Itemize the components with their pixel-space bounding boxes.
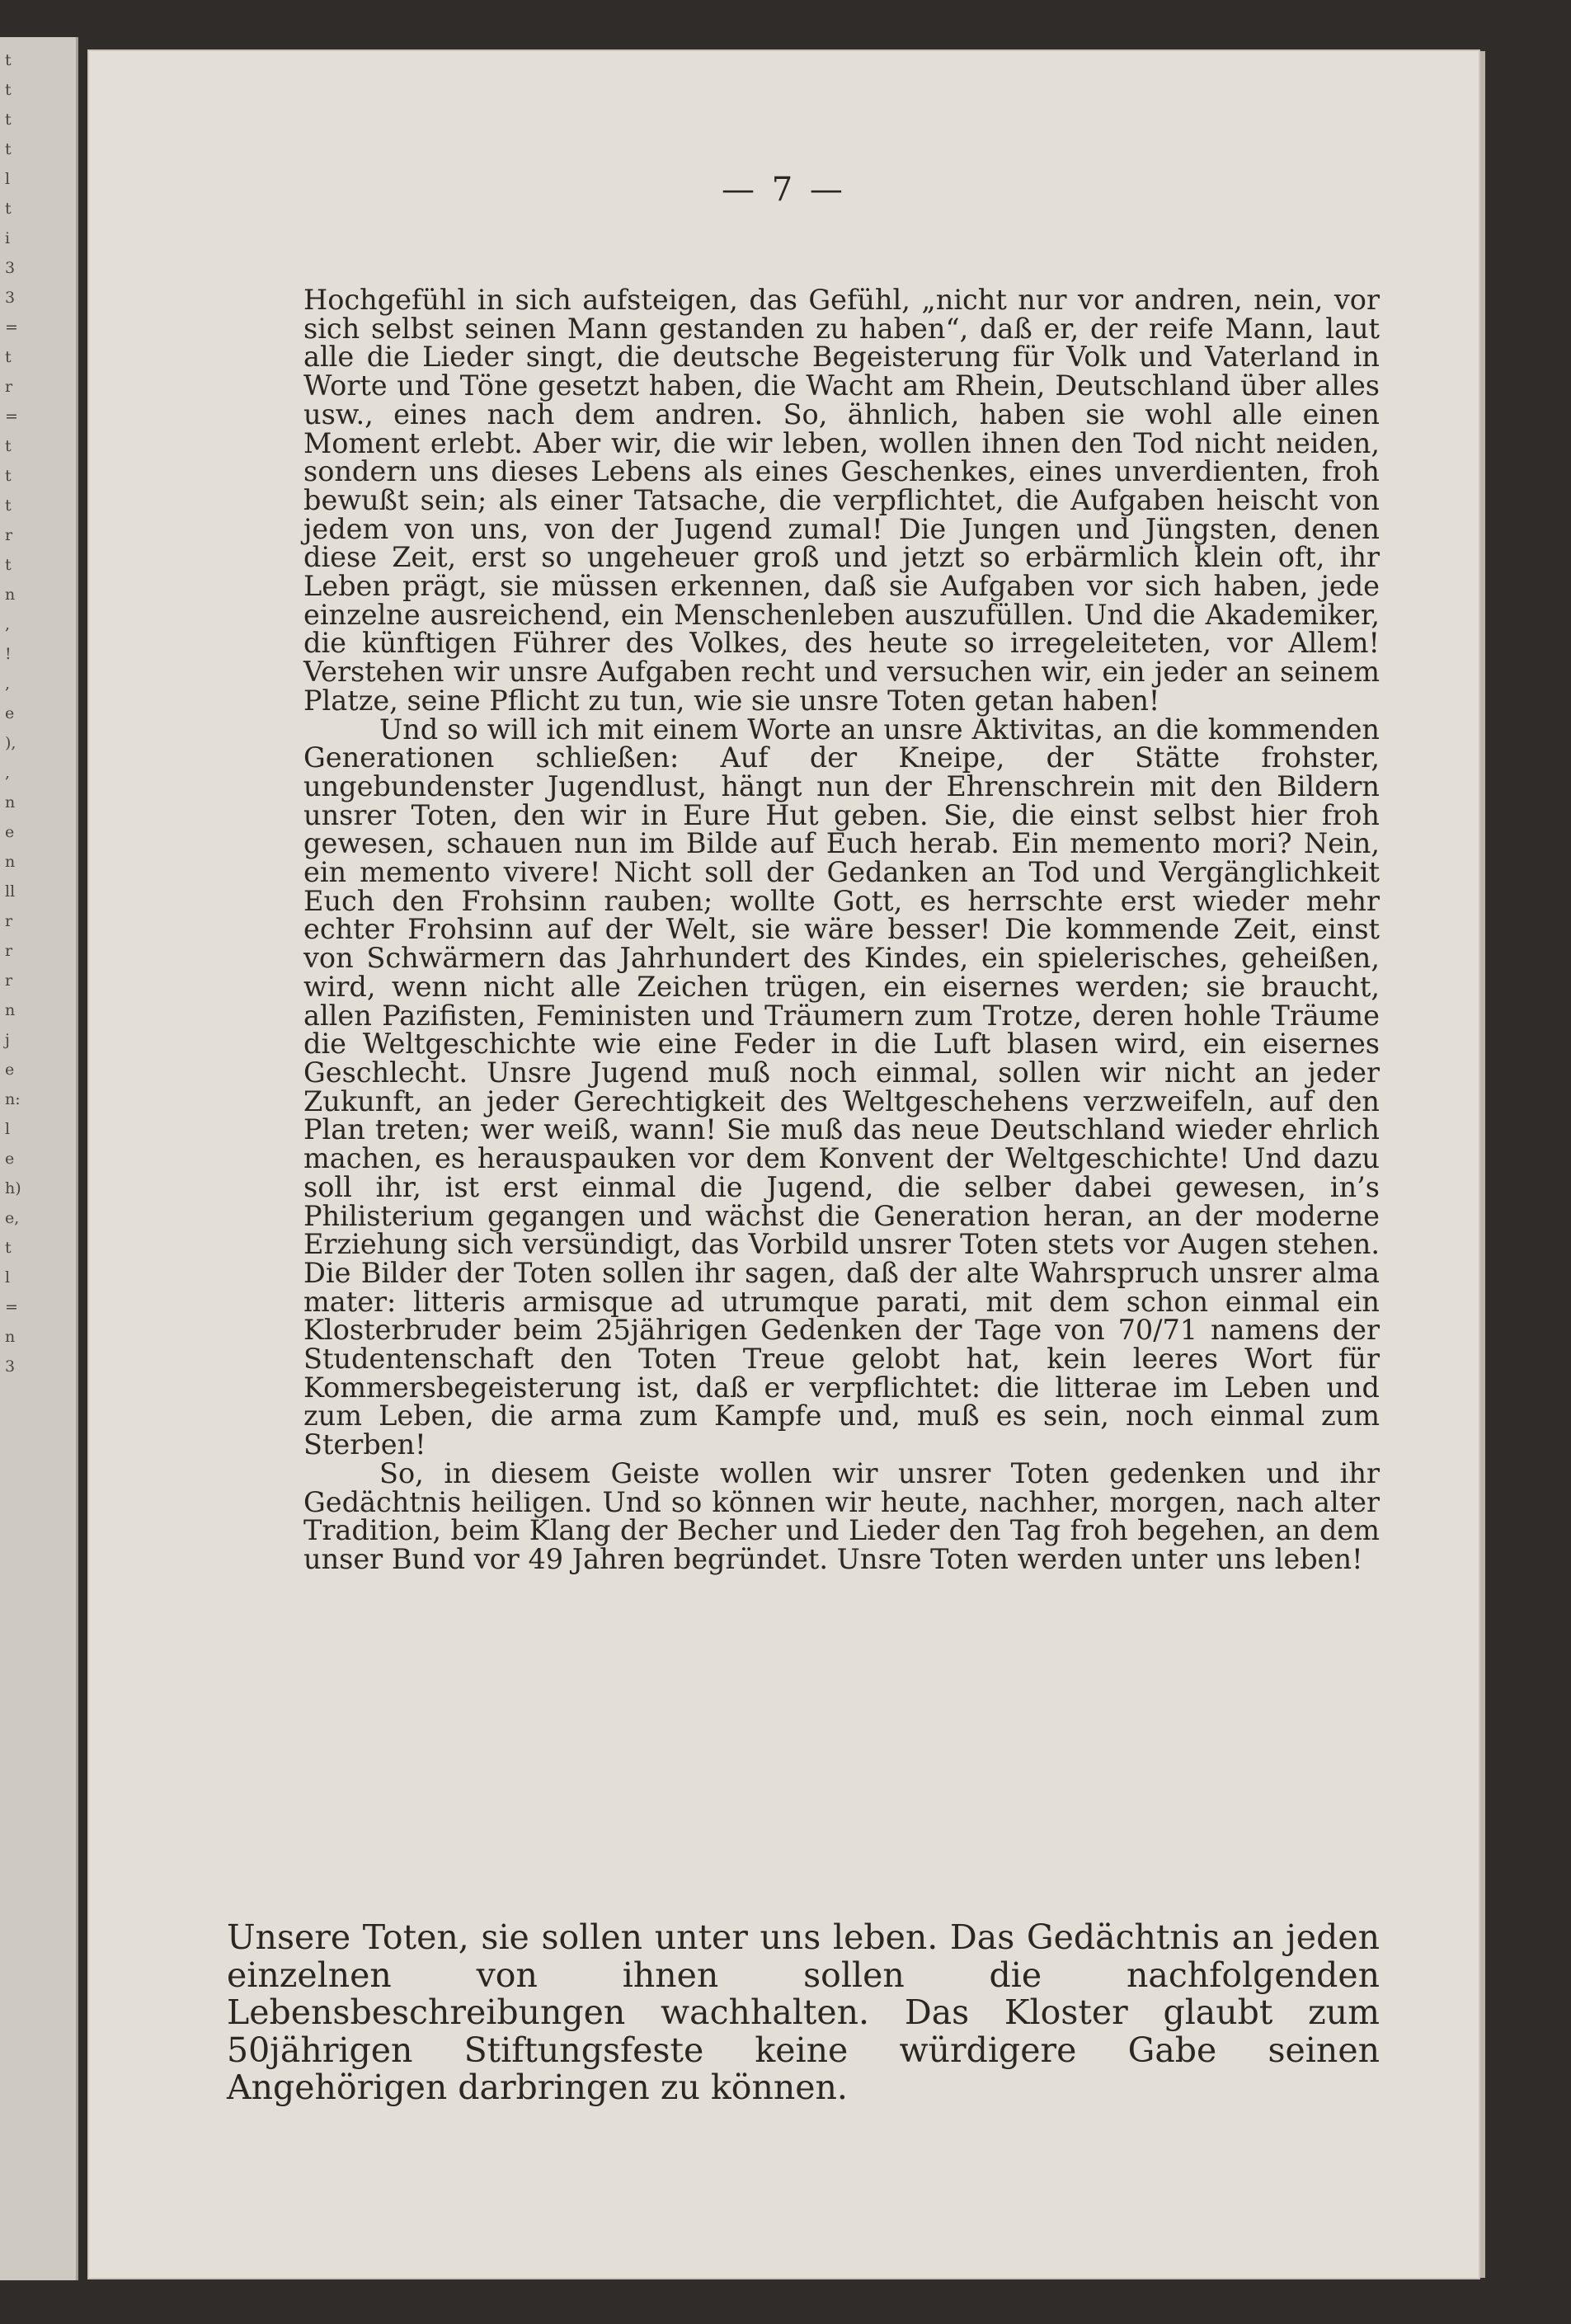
left-page-edge-text: t t t t l t i 3 3 = t r = t t t r t n , ! , e ), , n e n ll rr r n je n: le h) e, t l= n 3 (5, 51, 21, 1376)
left-page-edge (0, 37, 78, 2280)
main-text-block (303, 286, 1380, 1574)
closing-paragraph: Unsere Toten, sie sollen unter uns leben. Das Gedächtnis an jeden einzelnen von ihnen sollen die nachfolgenden Lebensbeschreibungen wachhalten. Das Kloster glaubt zum 50jährigen Stiftungsfeste keine würdigere Gabe seinen Angehörigen darbringen zu können. (227, 1917, 1380, 2107)
paragraph-3: So, in diesem Geiste wollen wir unsrer Toten gedenken und ihr Gedächtnis heiligen. Und so können wir heute, nachher, morgen, nach alter Tradition, beim Klang der Becher und Lieder den Tag froh begehen, an dem unser Bund vor 49 Jahren begründet. Unsre Toten werden unter uns leben! (303, 1456, 1380, 1575)
paragraph-1: Hochgefühl in sich aufsteigen, das Gefühl, „nicht nur vor andren, nein, vor sich selbst seinen Mann gestanden zu haben“, daß er, der reife Mann, laut alle die Lieder singt, die deutsche Begeisterung für Volk und Vaterland in Worte und Töne gesetzt haben, die Wacht am Rhein, Deutschland über alles usw., eines nach dem andren. So, ähnlich, haben sie wohl alle einen Moment erlebt. Aber wir, die wir leben, wollen ihnen den Tod nicht neiden, sondern uns dieses Lebens als eines Geschenkes, eines unverdienten, froh bewußt sein; als einer Tatsache, die verpflichtet, die Aufgaben heischt von jedem von uns, von der Jugend zumal! Die Jungen und Jüngsten, denen diese Zeit, erst so ungeheuer groß und jetzt so erbärmlich klein oft, ihr Leben prägt, sie müssen erkennen, daß sie Aufgaben vor sich haben, jede einzelne ausreichend, ein Menschenleben auszufüllen. Und die Akademiker, die künftigen Führer des Volkes, des heute so irregeleiteten, vor Allem! Verstehen wir unsre Aufgaben recht und versuchen wir, ein jeder an seinem Platze, seine Pflicht zu tun, wie sie unsre Toten getan haben! (303, 284, 1380, 717)
book-page (89, 51, 1479, 2278)
paragraph-2: Und so will ich mit einem Worte an unsre Aktivitas, an die kommenden Generationen schließen: Auf der Kneipe, der Stätte frohster, ungebundenster Jugendlust, hängt nun der Ehrenschrein mit den Bildern unsrer Toten, den wir in Eure Hut geben. Sie, die einst selbst hier froh gewesen, schauen nun im Bilde auf Euch herab. Ein memento mori? Nein, ein memento vivere! Nicht soll der Gedanken an Tod und Vergänglichkeit Euch den Frohsinn rauben; wollte Gott, es herrschte erst wieder mehr echter Frohsinn auf der Welt, sie wäre besser! Die kommende Zeit, einst von Schwärmern das Jahrhundert des Kindes, ein spielerisches, geheißen, wird, wenn nicht alle Zeichen trügen, ein eisernes werden; sie braucht, allen Pazifisten, Feministen und Träumern zum Trotze, deren hohle Träume die Weltgeschichte wie eine Feder in die Luft blasen wird, ein eisernes Geschlecht. Unsre Jugend muß noch einmal, sollen wir nicht an jeder Zukunft, an jeder Gerechtigkeit des Weltgeschehens verzweifeln, auf den Plan treten; wer weiß, wann! Sie muß das neue Deutschland wieder ehrlich machen, es herauspauken vor dem Konvent der Weltgeschichte! Und dazu soll ihr, ist erst einmal die Jugend, die selber dabei gewesen, in’s Philisterium gegangen und wächst die Generation heran, an der moderne Erziehung sich versündigt, das Vorbild unsrer Toten stets vor Augen stehen. Die Bilder der Toten sollen ihr sagen, daß der alte Wahrspruch unsrer alma mater: litteris armisque ad utrumque parati, mit dem schon einmal ein Klosterbruder beim 25jährigen Gedenken der Tage von 70/71 namens der Studentenschaft den Toten Treue gelobt hat, kein leeres Wort für Kommersbegeisterung ist, daß er verpflichtet: die litterae im Leben und zum Leben, die arma zum Kampfe und, muß es sein, noch einmal zum Sterben! (303, 713, 1380, 1461)
page-number: — 7 — (722, 171, 846, 209)
